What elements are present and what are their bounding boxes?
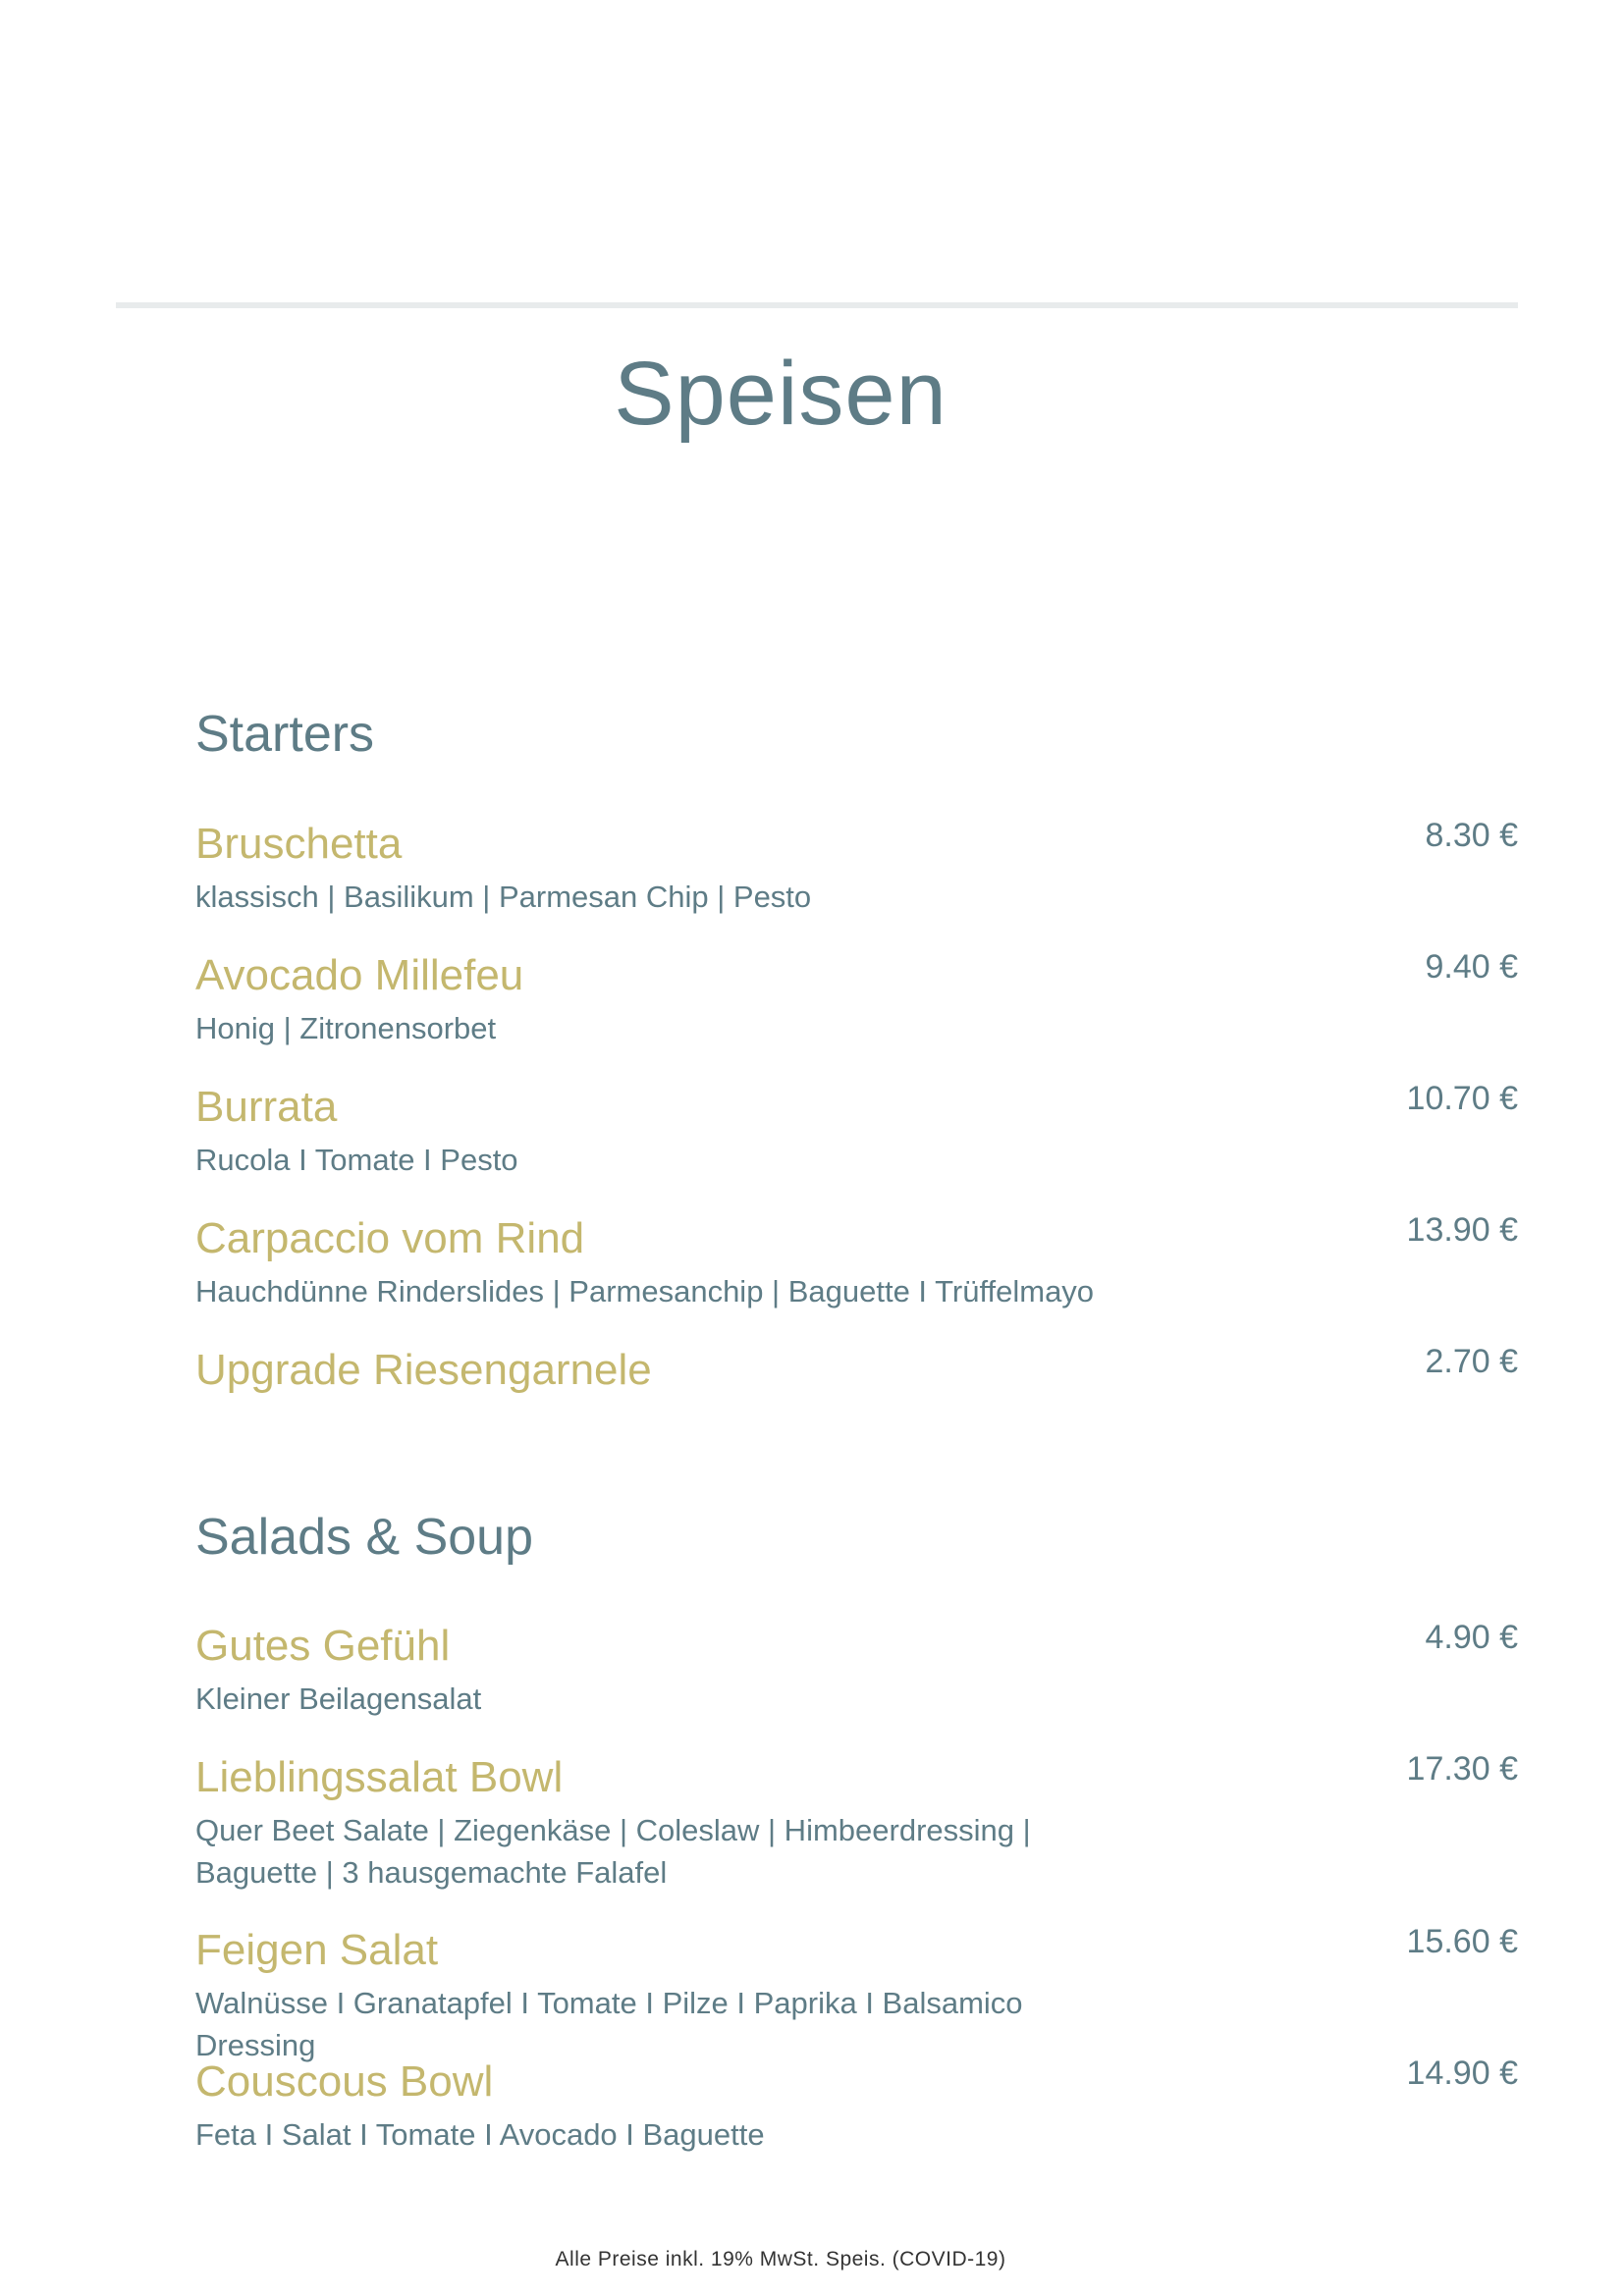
item-price: 4.90 € — [1425, 1619, 1518, 1656]
menu-item-avocado-millefeu — [195, 948, 1518, 1049]
menu-item-bruschetta — [195, 817, 1518, 918]
footer-price-note: Alle Preise inkl. 19% MwSt. Speis. (COVID-19) — [555, 2248, 1006, 2270]
item-price: 14.90 € — [1406, 2055, 1518, 2092]
item-description: Feta I Salat I Tomate I Avocado I Baguette — [195, 2117, 765, 2152]
item-name: Burrata — [195, 1083, 338, 1131]
top-divider — [116, 302, 1518, 308]
item-name: Upgrade Riesengarnele — [195, 1346, 652, 1394]
item-description: klassisch | Basilikum | Parmesan Chip | Pesto — [195, 880, 812, 914]
menu-item-couscous-bowl — [195, 2055, 1518, 2156]
page-title: Speisen — [614, 344, 947, 444]
item-price: 8.30 € — [1425, 817, 1518, 854]
item-name: Avocado Millefeu — [195, 951, 524, 999]
item-price: 2.70 € — [1425, 1343, 1518, 1380]
item-price: 15.60 € — [1406, 1923, 1518, 1960]
item-description: Rucola I Tomate I Pesto — [195, 1143, 518, 1177]
item-name: Gutes Gefühl — [195, 1622, 451, 1670]
section-heading-starters: Starters — [195, 706, 375, 763]
menu-item-lieblingssalat-bowl — [195, 1750, 1518, 1894]
item-name: Lieblingssalat Bowl — [195, 1753, 564, 1801]
item-name: Feigen Salat — [195, 1926, 439, 1974]
item-description: Quer Beet Salate | Ziegenkäse | Coleslaw | Himbeerdressing | Baguette | 3 hausgemachte Falafel — [195, 1813, 1031, 1890]
item-description: Hauchdünne Rinderslides | Parmesanchip | Baguette I Trüffelmayo — [195, 1274, 1095, 1308]
menu-item-carpaccio — [195, 1211, 1518, 1312]
item-name: Couscous Bowl — [195, 2057, 494, 2106]
item-description: Walnüsse I Granatapfel I Tomate I Pilze I Paprika I Balsamico Dressing — [195, 1986, 1023, 2062]
item-price: 9.40 € — [1425, 948, 1518, 986]
menu-item-feigen-salat — [195, 1923, 1518, 2066]
section-heading-salads-soup: Salads & Soup — [195, 1509, 534, 1566]
menu-item-burrata — [195, 1080, 1518, 1181]
item-name: Bruschetta — [195, 820, 403, 868]
item-price: 17.30 € — [1406, 1750, 1518, 1788]
menu-item-upgrade-riesengarnele — [195, 1343, 1518, 1394]
item-description: Kleiner Beilagensalat — [195, 1682, 482, 1716]
item-description: Honig | Zitronensorbet — [195, 1011, 497, 1045]
menu-item-gutes-gefuehl — [195, 1619, 1518, 1720]
item-name: Carpaccio vom Rind — [195, 1214, 585, 1262]
item-price: 10.70 € — [1406, 1080, 1518, 1117]
item-price: 13.90 € — [1406, 1211, 1518, 1249]
